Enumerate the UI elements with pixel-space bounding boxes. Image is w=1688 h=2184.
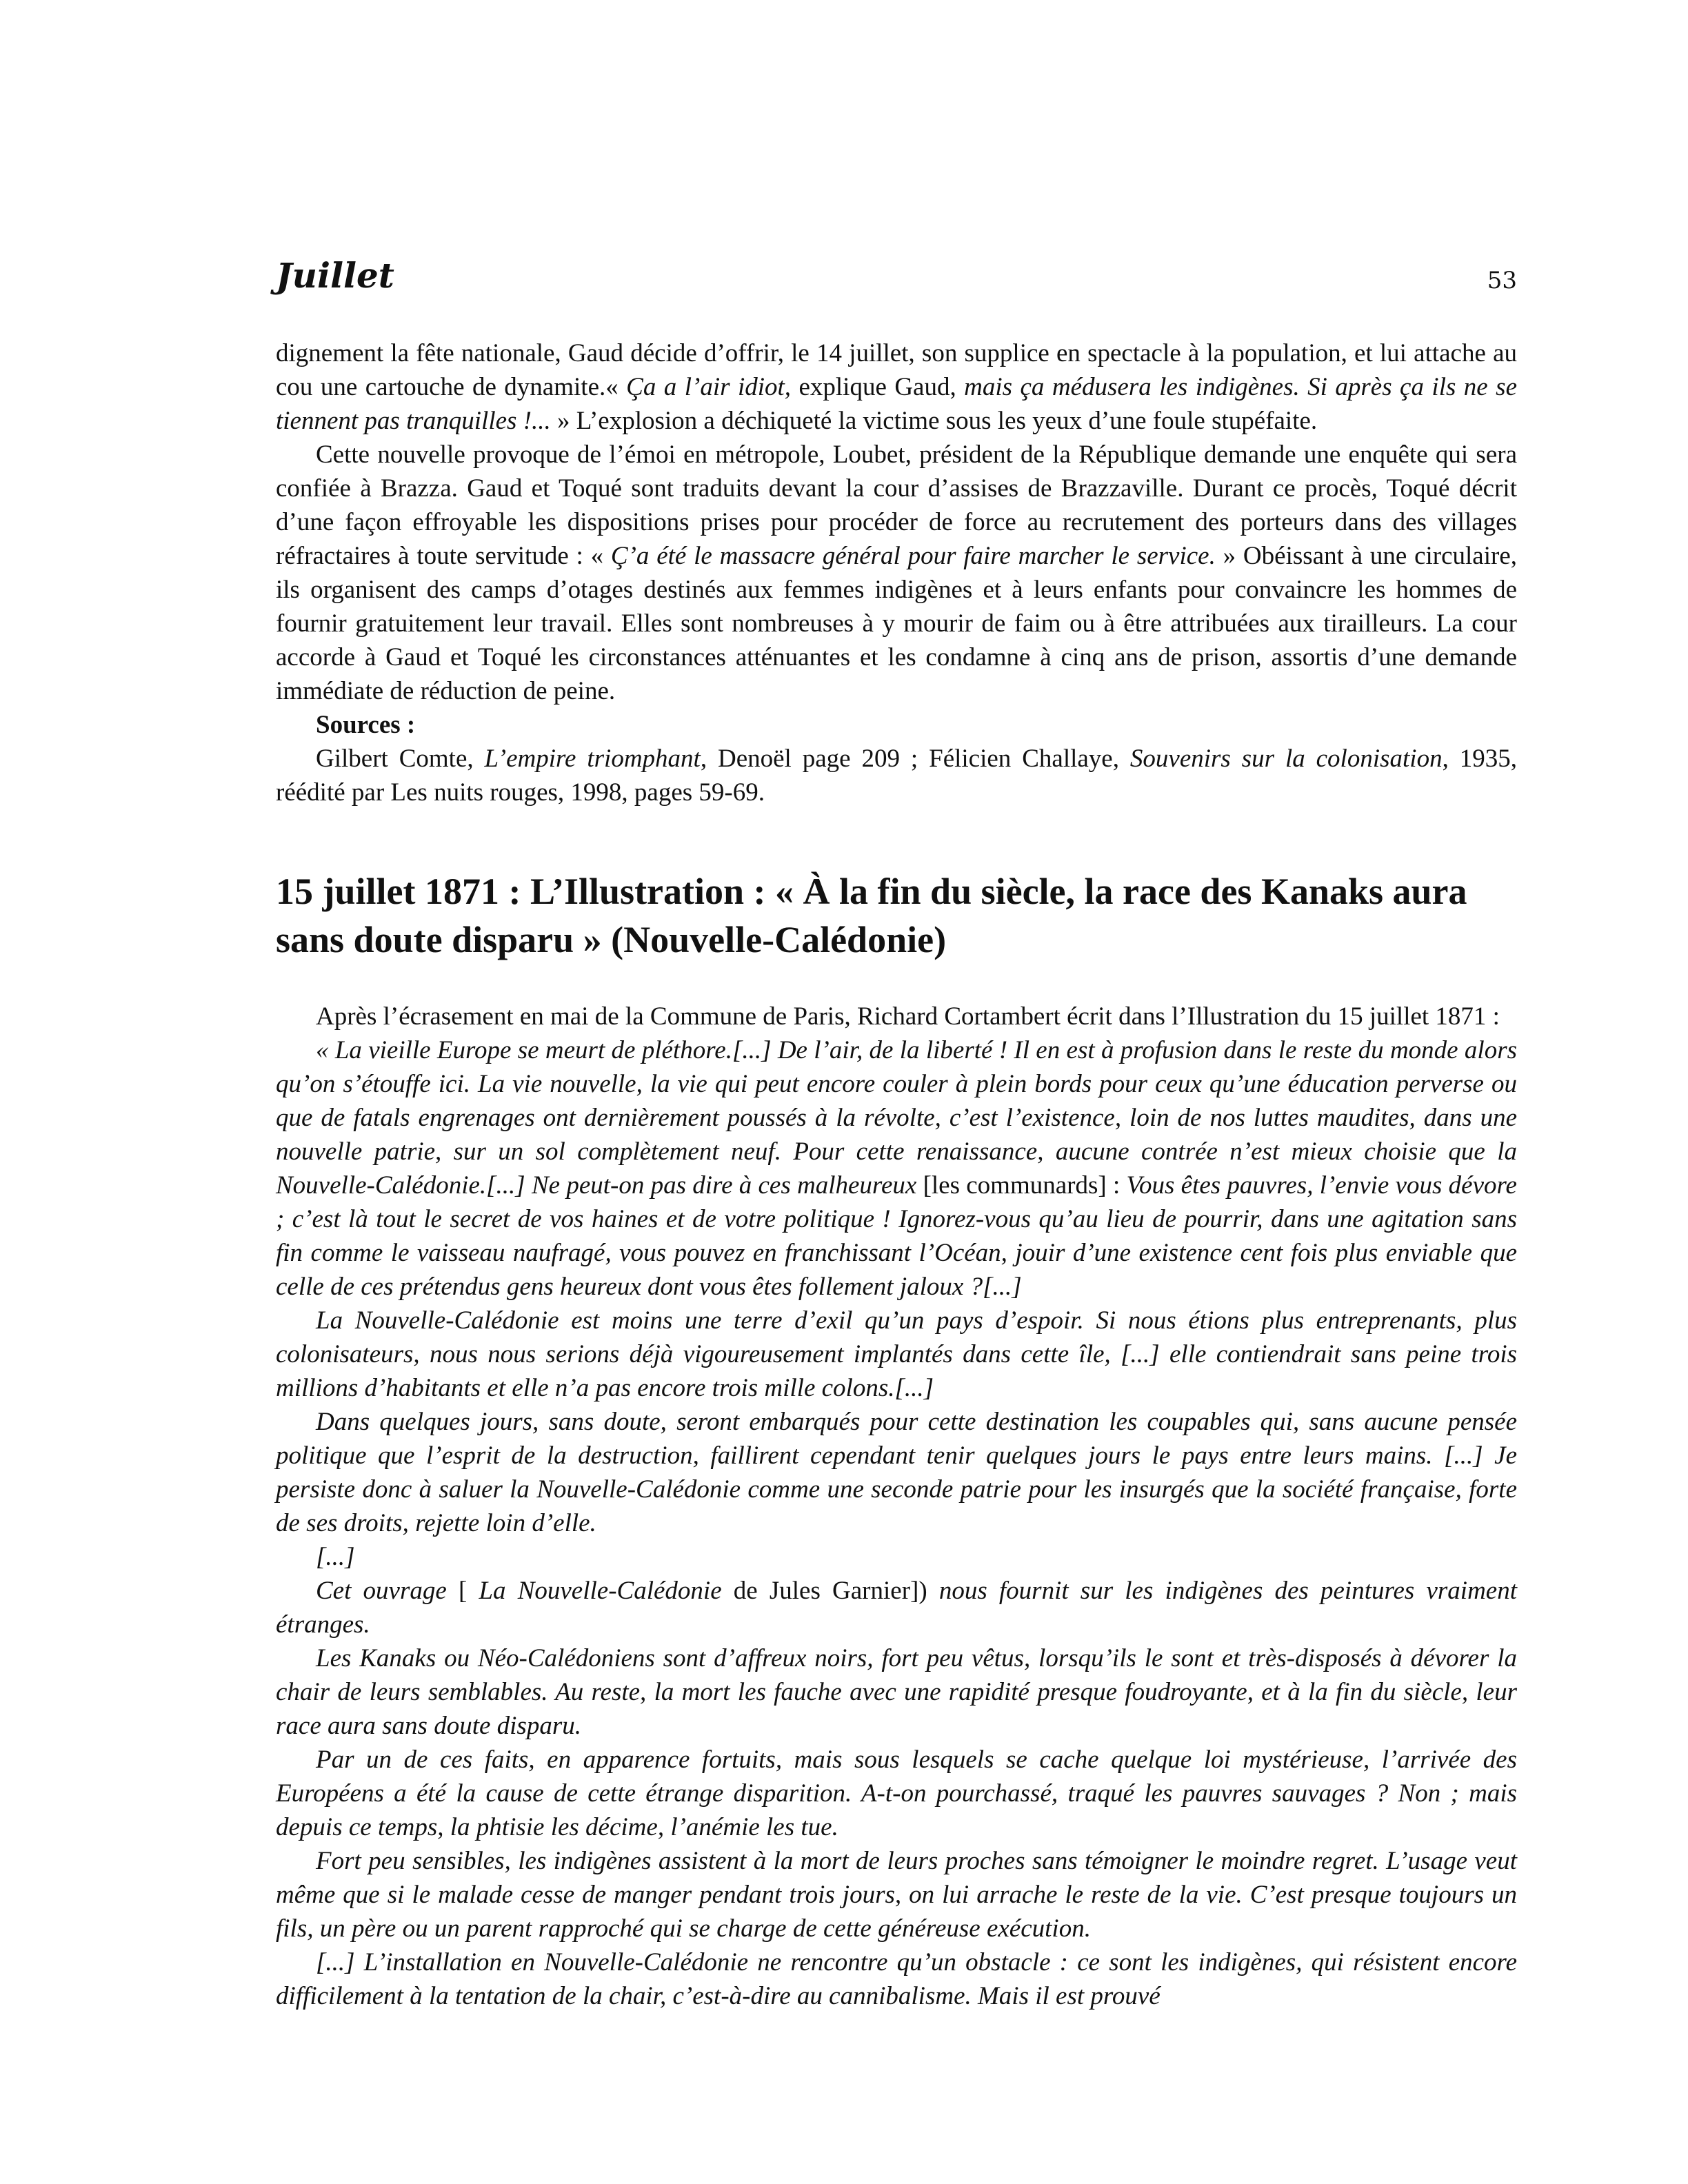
sources-label: Sources : xyxy=(316,711,416,739)
quote-paragraph: La Nouvelle-Calédonie est moins une terre d’exil qu’un pays d’espoir. Si nous étions plus entreprenants, plus colonisateurs, nous nous serions déjà vigoureusement implantés dans cette île, [...] elle contiendrait sans peine trois millions d’habitants et elle n’a pas encore trois mille colons.[...] xyxy=(276,1306,1517,1402)
paragraph-continuation xyxy=(276,336,1517,438)
quote-run: Cet ouvrage xyxy=(316,1577,459,1605)
quote-ellipsis: [...] xyxy=(316,1543,355,1571)
text-run: explique Gaud, xyxy=(791,373,965,401)
quote-run: « La vieille Europe se meurt de pléthore.[...] De l’air, de la liberté ! Il en est à profusion dans le reste du monde alors qu’on s’étouffe ici. La vie nouvelle, la vie qui peut encore couler à plein bords pour ceux qu’une éducation perverse ou que de fatals engrenages ont dernièrement poussés à la révolte, c’est l’existence, loin de nos luttes maudites, dans une nouvelle patrie, sur un sol complètement neuf. Pour cette renaissance, aucune contrée n’est mieux choisie que la Nouvelle-Calédonie.[...] Ne peut-on pas dire à ces malheureux xyxy=(276,1036,1517,1200)
text-run: » L’explosion a déchiqueté la victime sous les yeux d’une foule stupéfaite. xyxy=(550,407,1318,435)
page-number: 53 xyxy=(1487,267,1517,294)
page-body xyxy=(276,336,1517,2013)
page-header xyxy=(276,252,1517,300)
text-run: , Denoël page 209 ; Félicien Challaye, xyxy=(700,745,1130,773)
quote-paragraph: Dans quelques jours, sans doute, seront embarqués pour cette destination les coupables qui, sans aucune pensée politique que l’esprit de la destruction, faillirent cependant tenir quelques jours le pays entre leurs mains. [...] Je persiste donc à saluer la Nouvelle-Calédonie comme une seconde patrie pour les insurgés que la société française, forte de ses droits, rejette loin d’elle. xyxy=(276,1408,1517,1537)
quote-run: Ça a l’air idiot, xyxy=(618,373,792,401)
quote-run: Ç’a été le massacre général pour faire marcher le service. xyxy=(610,542,1216,570)
paragraph-trial xyxy=(276,438,1517,708)
quote-paragraph: Les Kanaks ou Néo-Calédoniens sont d’affreux noirs, fort peu vêtus, lorsqu’ils le sont et très-disposés à dévorer la chair de leurs semblables. Au reste, la mort les fauche avec une rapidité presque foudroyante, et à la fin du siècle, leur race aura sans doute disparu. xyxy=(276,1644,1517,1740)
text-run: » Obéissant à une circulaire, ils organisent des camps d’otages destinés aux femmes indigènes et à leurs enfants pour convaincre les hommes de fournir gratuitement leur travail. Elles sont nombreuses à y mourir de faim ou à être attribuées aux tirailleurs. La cour accorde à Gaud et Toqué les circonstances atténuantes et les condamne à cinq ans de prison, assortis d’une demande immédiate de réduction de peine. xyxy=(276,542,1517,705)
quote-run: Vous êtes pauvres, l’envie vous dévore ; c’est là tout le secret de vos haines et de votre politique ! Ignorez-vous qu’au lieu de pourrir, dans une agitation sans fin comme le vaisseau naufragé, vous pouvez en franchissant l’Océan, jouir d’une existence cent fois plus enviable que celle de ces prétendus gens heureux dont vous êtes follement jaloux ?[...] xyxy=(276,1171,1517,1301)
quote-paragraph: Par un de ces faits, en apparence fortuits, mais sous lesquels se cache quelque loi mystérieuse, l’arrivée des Européens a été la cause de cette étrange disparition. A-t-on pourchassé, traqué les pauvres sauvages ? Non ; mais depuis ce temps, la phtisie les décime, l’anémie les tue. xyxy=(276,1746,1517,1841)
quote-run: nous fournit sur les indigènes des peintures vraiment étranges. xyxy=(276,1577,1518,1639)
book-title: Souvenirs sur la colonisation xyxy=(1129,745,1443,773)
intro-paragraph: Après l’écrasement en mai de la Commune de Paris, Richard Cortambert écrit dans l’Illustration du 15 juillet 1871 : xyxy=(316,1002,1500,1031)
section-title: 15 juillet 1871 : L’Illustration : « À la fin du siècle, la race des Kanaks aura sans doute disparu » (Nouvelle-Calédonie) xyxy=(276,871,1467,960)
quote-paragraph: [...] L’installation en Nouvelle-Calédonie ne rencontre qu’un obstacle : ce sont les indigènes, qui résistent encore difficilement à la tentation de la chair, c’est-à-dire au cannibalisme. Mais il est prouvé xyxy=(276,1948,1517,2010)
quote-paragraph: Fort peu sensibles, les indigènes assistent à la mort de leurs proches sans témoigner le moindre regret. L’usage veut même que si le malade cesse de manger pendant trois jours, on lui arrache le reste de la vie. C’est presque toujours un fils, un père ou un parent rapproché qui se charge de cette généreuse exécution. xyxy=(276,1847,1517,1943)
text-run: dignement la fête nationale, Gaud décide d’offrir, le 14 juillet, son supplice en spectacle à la population, et lui attache au cou une cartouche de dynamite.« xyxy=(276,339,1517,401)
editorial-insert: de Jules Garnier]) xyxy=(721,1577,939,1605)
editorial-insert: [les communards] : xyxy=(923,1171,1127,1200)
editorial-insert: [ xyxy=(458,1577,479,1605)
text-run: Gilbert Comte, xyxy=(316,745,485,773)
text-run: , 1935, réédité par Les nuits rouges, 1998, pages 59-69. xyxy=(276,745,1517,807)
quote-paragraph xyxy=(276,1033,1517,1304)
text-run: Cette nouvelle provoque de l’émoi en métropole, Loubet, président de la République demande une enquête qui sera confiée à Brazza. Gaud et Toqué sont traduits devant la cour d’assises de Brazzaville. Durant ce procès, Toqué décrit d’une façon effroyable les dispositions prises pour procéder de force au recrutement des porteurs dans des villages réfractaires à toute servitude : « xyxy=(276,441,1517,570)
quote-run: mais ça médusera les indigènes. Si après ça ils ne se tiennent pas tranquilles !... xyxy=(276,373,1517,435)
book-title: La Nouvelle-Calédonie xyxy=(479,1577,722,1605)
running-title: Juillet xyxy=(276,255,394,296)
sources-paragraph xyxy=(276,742,1517,809)
book-title: L’empire triomphant xyxy=(484,745,701,773)
quote-paragraph xyxy=(276,1574,1517,1641)
